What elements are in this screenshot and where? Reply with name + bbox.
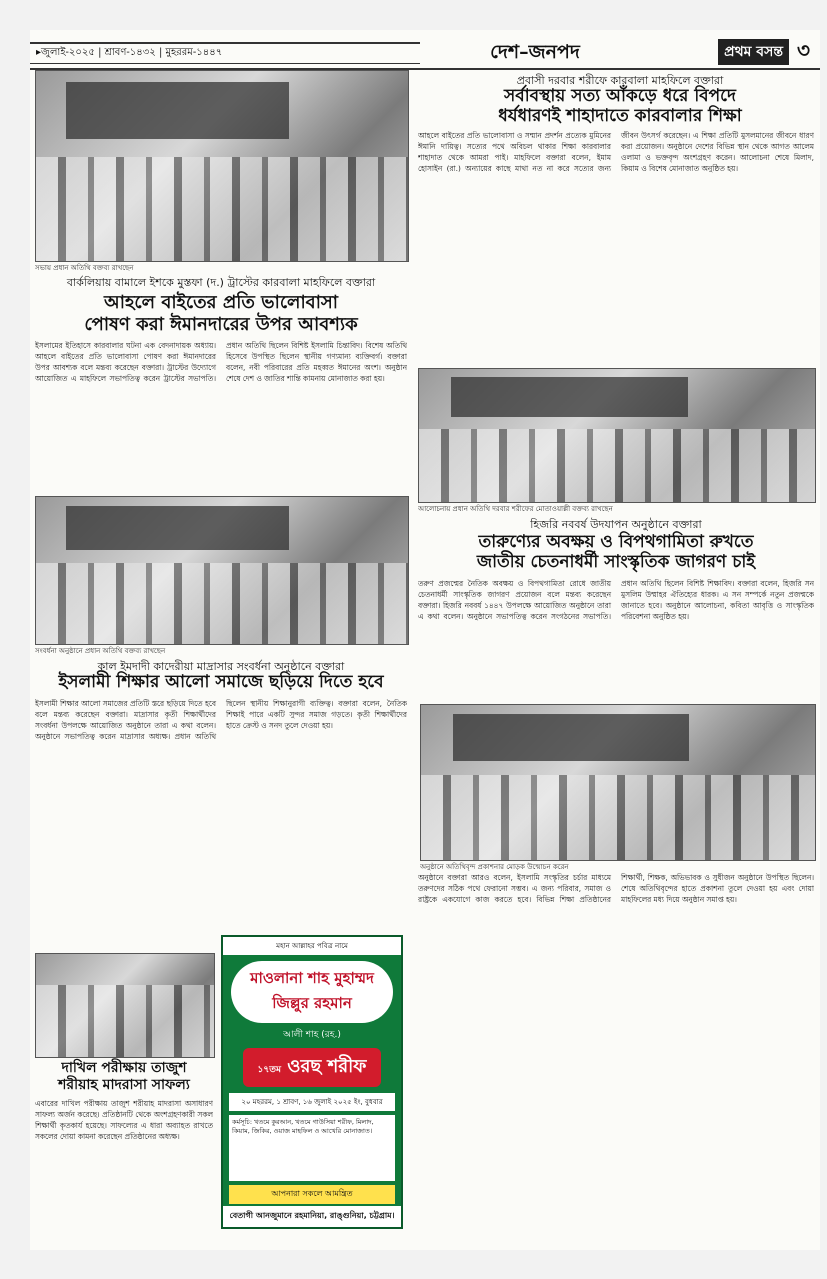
- story4-kicker: কাল ইমদাদী কাদেরীয়া মাদ্রাসার সংবর্ধনা অনুষ্ঠানে বক্তারা: [97, 660, 345, 673]
- story3-body: তরুণ প্রজন্মের নৈতিক অবক্ষয় ও বিপথগামিতা রোধে জাতীয় চেতনাধর্মী সাংস্কৃতিক জাগরণ প্রয়োজন বলে মন্তব্য করেছেন বক্তারা। হিজরি নববর্ষ ১৪৪৭ উপলক্ষে আয়োজিত অনুষ্ঠানে তারা এ কথা বলেন। অনুষ্ঠানে সভাপতিত্ব করেন সংগঠনের সভাপতি। প্রধান অতিথি ছিলেন বিশিষ্ট শিক্ষাবিদ। বক্তারা বলেন, হিজরি সন মুসলিম উম্মাহর ঐতিহ্যের ধারক। এ সন সম্পর্কে নতুন প্রজন্মকে জানাতে হবে। অনুষ্ঠানে আলোচনা, কবিতা আবৃত্তি ও সাংস্কৃতিক পরিবেশনা অনুষ্ঠিত হয়।: [418, 579, 814, 621]
- story1-headline-2: ধর্যধারণই শাহাদাতে কারবালার শিক্ষা: [498, 106, 742, 126]
- ad-urs-badge: [243, 1048, 381, 1087]
- story2-caption: সভায় প্রধান অতিথি বক্তব্য রাখছেন: [35, 264, 134, 272]
- story5-kicker: দাখিল পরীক্ষায় তাজুশ: [61, 1060, 187, 1076]
- story3-caption-2: অনুষ্ঠানে অতিথিবৃন্দ প্রকাশনার মোড়ক উন্মোচন করেন: [420, 863, 569, 871]
- story1-photo: [418, 368, 816, 503]
- story3-headline-2: জাতীয় চেতনাধর্মী সাংস্কৃতিক জাগরণ চাই: [476, 552, 756, 572]
- story5-headline: শরীয়াহ মাদরাসা সাফল্য: [58, 1077, 190, 1093]
- story4-photo: [35, 496, 409, 645]
- story1-kicker: প্রবাসী দরবার শরীফে কারবালা মাহফিলে বক্তারা: [516, 74, 724, 87]
- urs-advertisement: [221, 935, 403, 1229]
- story2-headline-2: পোষণ করা ঈমানদারের উপর আবশ্যক: [84, 314, 358, 335]
- story4-body: ইসলামী শিক্ষার আলো সমাজের প্রতিটি স্তরে ছড়িয়ে দিতে হবে বলে মন্তব্য করেছেন বক্তারা। মাদ্রাসার কৃতী শিক্ষার্থীদের সংবর্ধনা উপলক্ষে আয়োজিত অনুষ্ঠানে তারা এ কথা বলেন। অনুষ্ঠানে সভাপতিত্ব করেন মাদ্রাসার অধ্যক্ষ। প্রধান অতিথি ছিলেন স্থানীয় শিক্ষানুরাগী ব্যক্তিত্ব। বক্তারা বলেন, নৈতিক শিক্ষাই পারে একটি সুন্দর সমাজ গড়তে। কৃতী শিক্ষার্থীদের হাতে ক্রেস্ট ও সনদ তুলে দেওয়া হয়।: [35, 699, 407, 741]
- ad-date: ২০ মহররম, ১ শ্রাবণ, ১৬ জুলাই ২০২৫ ইং, বুধবার: [229, 1093, 395, 1111]
- ad-organization: বেতাগী আনজুমানে রহমানিয়া, রাঙ্গুনিয়া, চট্টগ্রাম।: [223, 1206, 401, 1227]
- page-number: ৩: [796, 37, 810, 62]
- section-title: দেশ–জনপদ: [490, 41, 580, 63]
- story3-kicker: হিজরি নববর্ষ উদযাপন অনুষ্ঠানে বক্তারা: [530, 518, 702, 531]
- header-date-line: ▸জুলাই-২০২৫ | শ্রাবণ-১৪৩২ | মুহররম-১৪৪৭: [36, 47, 223, 58]
- story1-headline-1: সর্বাবস্থায় সত্য আঁকড়ে ধরে বিপদে: [504, 86, 736, 106]
- header-right: [650, 38, 810, 66]
- ad-name: মাওলানা শাহ মুহাম্মদ জিল্লুর রহমান: [231, 961, 393, 1023]
- story2-kicker: বার্কলিয়ায় বামালে ইশকে মুস্তফা (দ.) ট্রাস্টের কারবালা মাহফিলে বক্তারা: [66, 276, 376, 289]
- story3-body-2: অনুষ্ঠানে বক্তারা আরও বলেন, ইসলামি সংস্কৃতির চর্চার মাধ্যমে তরুণদের সঠিক পথে ফেরানো সম্ভব। এ জন্য পরিবার, সমাজ ও রাষ্ট্রকে একযোগে কাজ করতে হবে। বিভিন্ন শিক্ষা প্রতিষ্ঠানের শিক্ষার্থী, শিক্ষক, অভিভাবক ও সুধীজন অনুষ্ঠানে উপস্থিত ছিলেন। শেষে অতিথিবৃন্দের হাতে প্রকাশনা তুলে দেওয়া হয় এবং দোয়া মাহফিলের মধ্য দিয়ে অনুষ্ঠান সমাপ্ত হয়।: [418, 873, 814, 904]
- story2-photo: [35, 70, 409, 262]
- ad-program: কর্মসূচি: খতমে কুরআন, খতমে গাউসিয়া শরীফ, মিলাদ, কিয়াম, জিকির, ওয়াজ মাহফিল ও আখেরি মোনাজাত।: [229, 1115, 395, 1181]
- story5-body: এবারের দাখিল পরীক্ষায় তাজুশ শরীয়াহ মাদরাসা অসাধারণ সাফল্য অর্জন করেছে। প্রতিষ্ঠানটি থেকে অংশগ্রহণকারী সকল শিক্ষার্থী কৃতকার্য হয়েছে। সাফল্যের এ ধারা অব্যাহত রাখতে সকলের দোয়া কামনা করেছেন প্রতিষ্ঠানের অধ্যক্ষ।: [35, 1099, 213, 1141]
- story4-headline: ইসলামী শিক্ষার আলো সমাজে ছড়িয়ে দিতে হবে: [58, 672, 384, 692]
- newspaper-page: [30, 30, 820, 1250]
- story5-photo: [35, 953, 215, 1058]
- ad-urs-title: ওরছ শরীফ: [287, 1056, 367, 1077]
- newspaper-logo: প্রথম বসন্ত: [718, 39, 789, 65]
- story1-caption: আলোচনায় প্রধান অতিথি দরবার শরীফের মোতাওয়াল্লী বক্তব্য রাখছেন: [418, 505, 613, 513]
- ad-invitation: আপনারা সকলে আমন্ত্রিত: [229, 1185, 395, 1204]
- header-date-bar: [30, 42, 420, 64]
- ad-top-line: মহান আল্লাহর পবিত্র নামে: [223, 937, 401, 955]
- story3-photo: [420, 704, 816, 861]
- story1-body: আহলে বাইতের প্রতি ভালোবাসা ও সম্মান প্রদর্শন প্রত্যেক মুমিনের ঈমানি দায়িত্ব। সত্যের পথে অবিচল থাকার শিক্ষা কারবালার শাহাদাত থেকে আমরা পাই। মাহফিলে বক্তারা বলেন, ইমাম হোসাইন (রা.) অন্যায়ের কাছে মাথা নত না করে সত্যের জন্য জীবন উৎসর্গ করেছেন। এ শিক্ষা প্রতিটি মুসলমানের জীবনে ধারণ করা প্রয়োজন। অনুষ্ঠানে দেশের বিভিন্ন স্থান থেকে আগত আলেম ওলামা ও ভক্তবৃন্দ অংশগ্রহণ করেন। আলোচনা শেষে মিলাদ, কিয়াম ও বিশেষ মোনাজাত অনুষ্ঠিত হয়।: [418, 131, 814, 173]
- story3-headline-1: তারুণ্যের অবক্ষয় ও বিপথগামিতা রুখতে: [478, 532, 754, 552]
- story2-body: ইসলামের ইতিহাসে কারবালার ঘটনা এক বেদনাদায়ক অধ্যায়। আহলে বাইতের প্রতি ভালোবাসা পোষণ করা ঈমানদারের উপর আবশ্যক বলে মন্তব্য করেছেন বক্তারা। ট্রাস্টের উদ্যোগে আয়োজিত এ মাহফিলে সভাপতিত্ব করেন ট্রাস্টের সভাপতি। প্রধান অতিথি ছিলেন বিশিষ্ট ইসলামি চিন্তাবিদ। বিশেষ অতিথি হিসেবে উপস্থিত ছিলেন স্থানীয় গণ্যমান্য ব্যক্তিবর্গ। বক্তারা বলেন, নবী পরিবারের প্রতি মহব্বত ঈমানের অংশ। অনুষ্ঠান শেষে দেশ ও জাতির শান্তি কামনায় মোনাজাত করা হয়।: [35, 341, 407, 383]
- story4-caption: সংবর্ধনা অনুষ্ঠানে প্রধান অতিথি বক্তব্য রাখছেন: [35, 647, 166, 655]
- ad-urs-number: ১৭তম: [257, 1065, 281, 1075]
- ad-sub: আলী শাহ (রহ.): [283, 1030, 341, 1040]
- story2-headline-1: আহলে বাইতের প্রতি ভালোবাসা: [103, 292, 339, 313]
